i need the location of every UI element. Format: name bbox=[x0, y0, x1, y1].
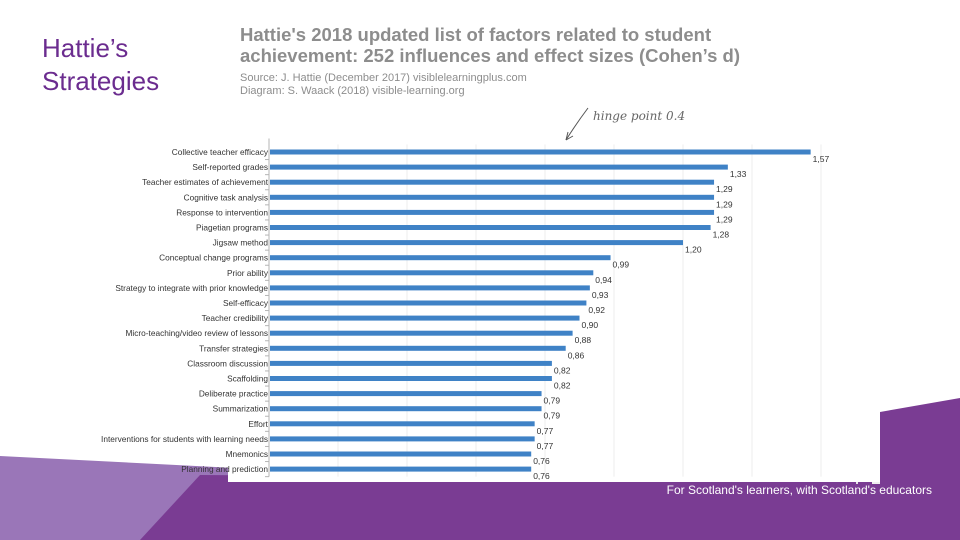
source-line: Source: J. Hattie (December 2017) visiblelearningplus.com bbox=[240, 72, 527, 84]
category-label: Collective teacher efficacy bbox=[171, 147, 268, 157]
bar bbox=[270, 406, 542, 411]
category-label: Micro-teaching/video review of lessons bbox=[125, 328, 268, 339]
value-label: 0,82 bbox=[553, 380, 571, 391]
value-label: 0,79 bbox=[543, 410, 561, 421]
hinge-point-annotation: hinge point 0.4 bbox=[593, 109, 686, 123]
value-label: 1,28 bbox=[712, 229, 730, 240]
hinge-arrow bbox=[566, 108, 588, 140]
bar bbox=[270, 376, 552, 381]
chart-title-line2: achievement: 252 influences and effect sizes (Cohen’s d) bbox=[240, 45, 740, 66]
value-label: 0,76 bbox=[533, 456, 550, 466]
value-label: 0,82 bbox=[553, 365, 571, 376]
category-label: Interventions for students with learning needs bbox=[101, 433, 268, 444]
slide-title-line1: Hattie’s bbox=[42, 33, 129, 63]
bar bbox=[270, 436, 535, 441]
category-label: Summarization bbox=[212, 403, 268, 414]
bar bbox=[270, 331, 573, 336]
value-label: 1,29 bbox=[716, 214, 733, 225]
bar bbox=[270, 421, 535, 426]
bar bbox=[270, 195, 714, 200]
value-label: 1,29 bbox=[716, 199, 733, 210]
category-label: Self-reported grades bbox=[192, 162, 268, 173]
value-label: 1,20 bbox=[685, 244, 702, 255]
value-label: 0,92 bbox=[588, 305, 605, 315]
category-label: Self-efficacy bbox=[222, 298, 268, 308]
category-label: Teacher estimates of achievement bbox=[142, 177, 268, 188]
bar bbox=[270, 270, 593, 275]
value-label: 1,33 bbox=[729, 169, 747, 180]
category-label: Response to intervention bbox=[176, 207, 268, 218]
diagram-credit-line: Diagram: S. Waack (2018) visible-learning.org bbox=[240, 85, 465, 97]
category-label: Classroom discussion bbox=[187, 358, 268, 369]
bar bbox=[270, 316, 580, 321]
value-label: 0,94 bbox=[595, 274, 612, 285]
value-label: 0,88 bbox=[574, 335, 592, 346]
category-label: Planning and prediction bbox=[181, 464, 268, 475]
value-label: 0,86 bbox=[567, 350, 585, 361]
value-label: 0,77 bbox=[536, 425, 554, 436]
category-label: Cognitive task analysis bbox=[183, 192, 268, 203]
footer-tagline: For Scotland's learners, with Scotland's educators bbox=[666, 483, 932, 497]
value-label: 0,99 bbox=[612, 259, 630, 270]
bar bbox=[270, 285, 590, 290]
category-label: Scaffolding bbox=[227, 373, 268, 384]
bar bbox=[270, 165, 728, 170]
bar bbox=[270, 361, 552, 366]
category-label: Conceptual change programs bbox=[159, 252, 268, 263]
chart-image bbox=[101, 12, 880, 482]
bar bbox=[270, 240, 683, 245]
category-label: Prior ability bbox=[226, 267, 268, 278]
value-label: 1,29 bbox=[716, 184, 733, 195]
value-label: 0,77 bbox=[536, 440, 554, 451]
bar bbox=[270, 391, 542, 396]
bar bbox=[270, 150, 811, 155]
slide-title bbox=[42, 32, 222, 98]
bar bbox=[270, 210, 714, 215]
bar bbox=[270, 180, 714, 185]
category-label: Piagetian programs bbox=[196, 222, 268, 233]
slide-title-line2: Strategies bbox=[42, 66, 160, 96]
category-label: Effort bbox=[248, 418, 268, 429]
bar bbox=[270, 467, 531, 472]
chart-title-line1: Hattie's 2018 updated list of factors related to student bbox=[240, 24, 712, 45]
bar bbox=[270, 301, 586, 306]
value-label: 0,79 bbox=[543, 395, 561, 406]
category-label: Strategy to integrate with prior knowledge bbox=[115, 282, 268, 293]
bar-chart bbox=[101, 12, 880, 482]
bar bbox=[270, 225, 711, 230]
value-label: 0,90 bbox=[581, 320, 599, 331]
bar bbox=[270, 346, 566, 351]
category-label: Transfer strategies bbox=[199, 343, 268, 354]
value-label: 1,57 bbox=[812, 154, 830, 164]
category-label: Jigsaw method bbox=[212, 237, 268, 248]
bar bbox=[270, 255, 611, 260]
category-label: Teacher credibility bbox=[201, 313, 268, 324]
value-label: 0,93 bbox=[591, 289, 609, 300]
value-label: 0,76 bbox=[533, 471, 550, 482]
category-label: Mnemonics bbox=[225, 449, 268, 459]
bar bbox=[270, 452, 531, 457]
category-label: Deliberate practice bbox=[198, 388, 268, 399]
